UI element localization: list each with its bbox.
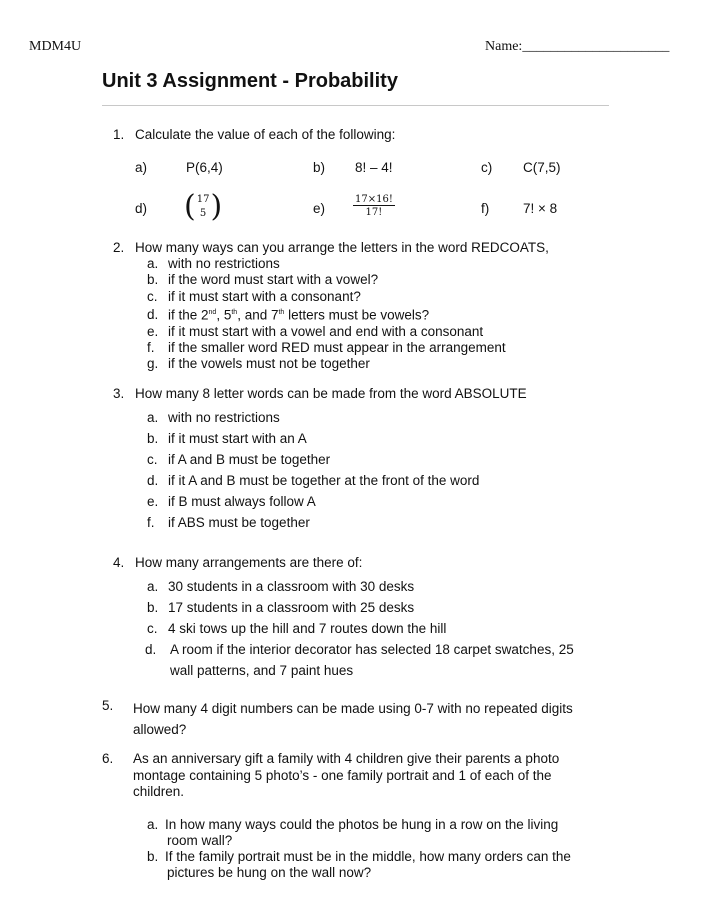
q3-subitems bbox=[147, 407, 479, 533]
q5-number: 5. bbox=[102, 698, 114, 713]
q1-b-label: b) bbox=[313, 160, 326, 175]
q1-text: Calculate the value of each of the following: bbox=[135, 127, 396, 142]
title-divider bbox=[102, 105, 609, 106]
q2-text: How many ways can you arrange the letters in the word REDCOATS, bbox=[135, 240, 549, 255]
list-item: e. if B must always follow A bbox=[147, 494, 316, 509]
list-item: b. 17 students in a classroom with 25 desks bbox=[147, 600, 415, 615]
list-item: b. if the word must start with a vowel? bbox=[147, 272, 379, 288]
q1-c-expr: C(7,5) bbox=[523, 160, 561, 175]
list-item: a. with no restrictions bbox=[147, 410, 280, 425]
binomial-top: 17 bbox=[196, 194, 210, 205]
list-item: a. In how many ways could the photos be hung in a row on the living bbox=[147, 817, 559, 832]
course-code: MDM4U bbox=[29, 39, 82, 54]
q2-number: 2. bbox=[113, 240, 125, 255]
q1-d-label: d) bbox=[135, 201, 148, 216]
list-item: g. if the vowels must not be together bbox=[147, 356, 370, 372]
q6-subitems: a. In how many ways could the photos be hung in a row on the living room wall? b. If the family portrait must be in the middle, how many orders can the pictures be hung on the wall now? bbox=[147, 817, 571, 880]
q1-b-expr: 8! – 4! bbox=[355, 160, 393, 175]
q6-text: As an anniversary gift a family with 4 children give their parents a photo montage containing 5 photo’s - one family portrait and 1 of each of the children. bbox=[133, 751, 560, 799]
list-item: d. if it A and B must be together at the front of the word bbox=[147, 473, 480, 488]
q1-e-fraction bbox=[353, 194, 395, 218]
q1-e-label: e) bbox=[313, 201, 326, 216]
list-item: b. if it must start with an A bbox=[147, 431, 307, 446]
q1-d-binomial: ( 17 5 ) bbox=[184, 189, 223, 224]
q2-subitems bbox=[147, 256, 506, 373]
q4-subitems bbox=[147, 576, 446, 639]
list-item: f. if the smaller word RED must appear in the arrangement bbox=[147, 339, 506, 355]
q1-a-expr: P(6,4) bbox=[186, 160, 223, 175]
q3-text: How many 8 letter words can be made from the word ABSOLUTE bbox=[135, 386, 527, 401]
list-item: a. with no restrictions bbox=[147, 256, 280, 271]
list-item: e. if it must start with a vowel and end with a consonant bbox=[147, 323, 484, 339]
q1-number: 1. bbox=[113, 127, 125, 142]
list-item: b. If the family portrait must be in the middle, how many orders can the bbox=[147, 849, 571, 864]
q4-d-item: d. A room if the interior decorator has selected 18 carpet swatches, 25 wall patterns, and 7 paint hues bbox=[145, 642, 574, 678]
list-item: c. if A and B must be together bbox=[147, 452, 331, 467]
q5-text: How many 4 digit numbers can be made using 0-7 with no repeated digits allowed? bbox=[133, 701, 573, 737]
q3-number: 3. bbox=[113, 386, 125, 401]
list-item: c. 4 ski tows up the hill and 7 routes down the hill bbox=[147, 621, 447, 636]
list-item: c. if it must start with a consonant? bbox=[147, 288, 361, 304]
q1-a-label: a) bbox=[135, 160, 148, 175]
q6-number: 6. bbox=[102, 751, 114, 766]
list-item: f. if ABS must be together bbox=[147, 515, 310, 530]
fraction-numerator: 17×16! bbox=[355, 194, 393, 205]
list-item: d. if the 2nd, 5th, and 7th letters must be vowels? bbox=[147, 307, 430, 323]
list-item: a. 30 students in a classroom with 30 desks bbox=[147, 579, 415, 594]
q1-c-label: c) bbox=[481, 160, 493, 175]
q1-f-expr: 7! × 8 bbox=[523, 201, 558, 216]
page-title: Unit 3 Assignment - Probability bbox=[102, 70, 398, 92]
binomial-bottom: 5 bbox=[199, 208, 207, 219]
q4-number: 4. bbox=[113, 555, 125, 570]
name-field-label: Name:_____________________ bbox=[485, 39, 670, 54]
q1-f-label: f) bbox=[481, 201, 490, 216]
fraction-denominator: 17! bbox=[365, 207, 383, 218]
q4-text: How many arrangements are there of: bbox=[135, 555, 363, 570]
